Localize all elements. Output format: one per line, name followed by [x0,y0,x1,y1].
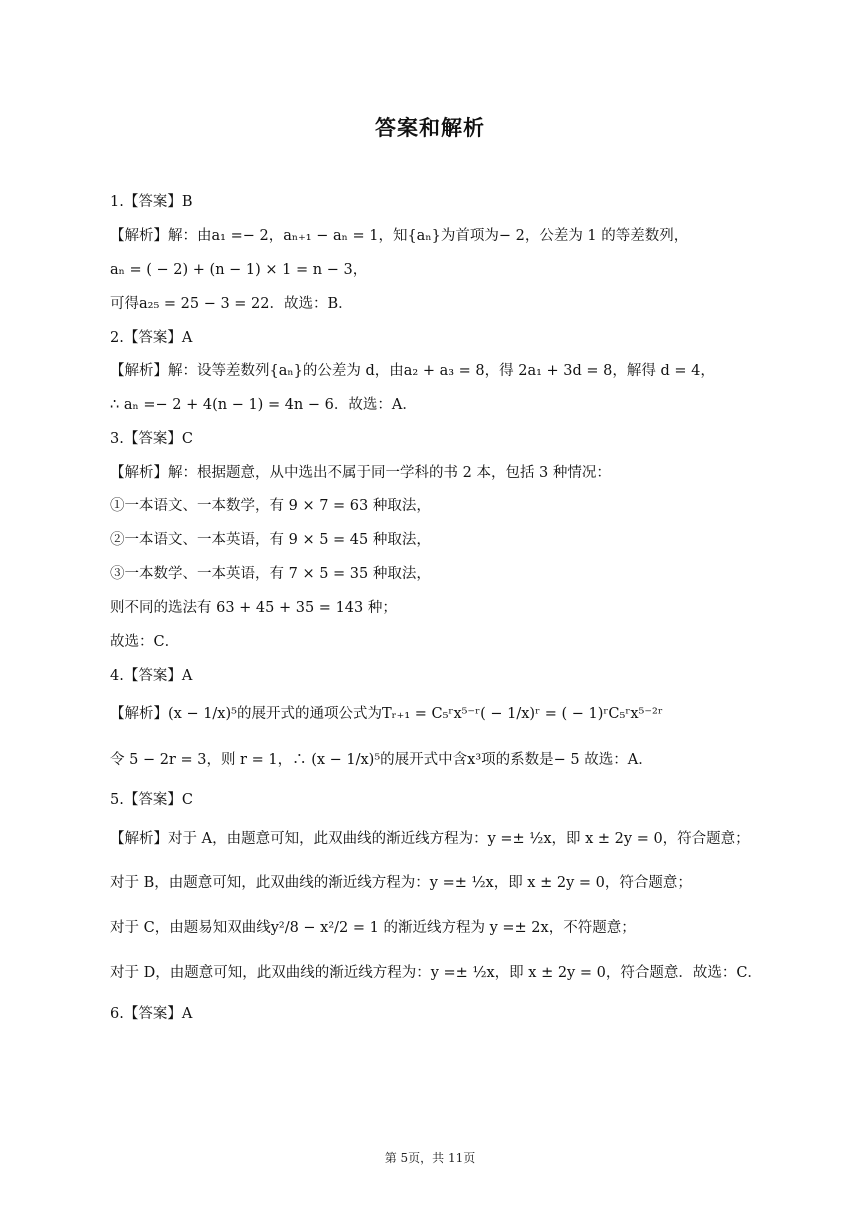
answer-3-case-2: ②一本语文、一本英语，有 9 × 5 = 45 种取法， [110,532,431,548]
answer-6-heading: 6.【答案】A [110,1006,193,1022]
answer-3-total: 则不同的选法有 63 + 45 + 35 = 143 种； [110,600,397,616]
answer-5-option-d: 对于 D，由题意可知，此双曲线的渐近线方程为：y =± ½x，即 x ± 2y = 0，符合题意．故选：C． [110,965,762,981]
answer-3-case-3: ③一本数学、一本英语，有 7 × 5 = 35 种取法， [110,566,431,582]
answer-1-conclusion: 可得a₂₅ = 25 − 3 = 22．故选：B． [110,296,353,312]
answer-5-option-a: 【解析】对于 A，由题意可知，此双曲线的渐近线方程为：y =± ½x，即 x ± 2y = 0，符合题意； [110,831,750,847]
answer-3-heading: 3.【答案】C [110,431,193,447]
answer-4-explanation: 【解析】(x − 1/x)⁵的展开式的通项公式为Tᵣ₊₁ = C₅ʳx⁵⁻ʳ( − 1/x)ʳ = ( − 1)ʳC₅ʳx⁵⁻²ʳ [110,706,663,722]
answer-4-conclusion: 令 5 − 2r = 3，则 r = 1，∴ (x − 1/x)⁵的展开式中含x³项的系数是− 5 故选：A． [110,752,653,768]
answer-4-heading: 4.【答案】A [110,668,193,684]
answer-2-explanation: 【解析】解：设等差数列{aₙ}的公差为 d，由a₂ + a₃ = 8，得 2a₁ + 3d = 8，解得 d = 4， [110,363,715,379]
answer-1-explanation: 【解析】解：由a₁ =− 2，aₙ₊₁ − aₙ = 1，知{aₙ}为首项为− 2，公差为 1 的等差数列， [110,228,689,244]
answer-5-option-c: 对于 C，由题易知双曲线y²/8 − x²/2 = 1 的渐近线方程为 y =± 2x，不符题意； [110,920,636,936]
page-footer: 第 5页，共 11页 [384,1151,476,1165]
answer-2-conclusion: ∴ aₙ =− 2 + 4(n − 1) = 4n − 6．故选：A． [110,397,417,413]
answer-1-formula: aₙ = ( − 2) + (n − 1) × 1 = n − 3， [110,262,368,278]
answer-5-option-b: 对于 B，由题意可知，此双曲线的渐近线方程为：y =± ½x，即 x ± 2y = 0，符合题意； [110,875,692,891]
answer-3-case-1: ①一本语文、一本数学，有 9 × 7 = 63 种取法， [110,498,431,514]
answer-3-explanation: 【解析】解：根据题意，从中选出不属于同一学科的书 2 本，包括 3 种情况： [110,465,611,481]
answer-2-heading: 2.【答案】A [110,330,193,346]
answer-3-conclusion: 故选：C． [110,634,180,650]
page-title: 答案和解析 [375,116,485,140]
answer-1-heading: 1.【答案】B [110,194,193,210]
answer-5-heading: 5.【答案】C [110,792,193,808]
